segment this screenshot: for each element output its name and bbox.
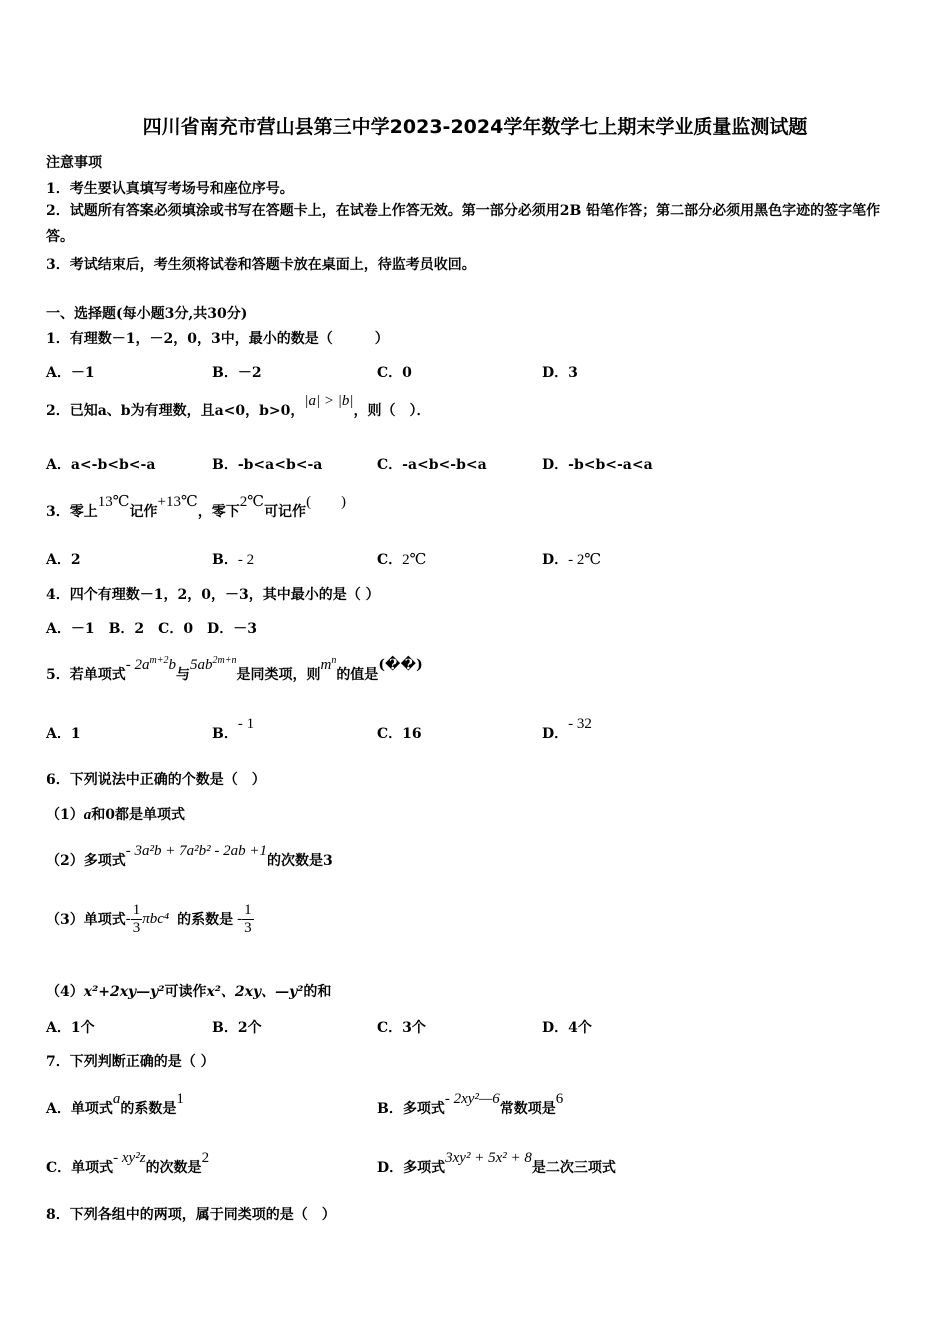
q3-option-d — [542, 549, 601, 569]
section-heading: 一、选择题(每小题3分,共30分) — [46, 306, 248, 322]
q3-option-b-label: B． — [212, 552, 238, 568]
q7-stem: 7．下列判断正确的是（ ） — [46, 1054, 215, 1070]
q7-a-text-1: A．单项式 — [46, 1101, 113, 1117]
q6-s3-text-a: （3）单项式 — [46, 912, 126, 928]
q6-statement-1 — [46, 804, 185, 824]
q5-text-2: 与 — [175, 667, 190, 683]
q2-stem-text-b: ，则（ ）． — [353, 403, 431, 419]
q6-s4-math: x²+2xy—y² — [83, 984, 165, 1000]
q5-stem — [46, 655, 423, 684]
q7-c-text-1: C．单项式 — [46, 1160, 114, 1176]
q3-math-3: 2℃ — [239, 494, 265, 510]
q5-text-3: 是同类项，则 — [236, 667, 321, 683]
q7-option-c — [46, 1150, 210, 1177]
q2-math: |a| > |b| — [304, 393, 354, 409]
q7-b-math-2: 6 — [555, 1091, 564, 1107]
q6-s2-math: - 3a²b + 7a²b² - 2ab +1 — [125, 843, 267, 859]
q7-b-math: - 2xy²—6 — [444, 1091, 500, 1107]
q4-stem: 4．四个有理数－1，2，0，－3，其中最小的是（ ） — [46, 587, 380, 603]
q1-option-b: B．－2 — [212, 365, 262, 381]
q6-s3-numerator-2: 1 — [244, 901, 252, 918]
q6-s3-denominator-2: 3 — [244, 919, 252, 936]
q5-text-1: 5．若单项式 — [46, 667, 126, 683]
q4-options: A．－1 B．2 C．0 D．－3 — [46, 621, 257, 637]
page-title: 四川省南充市营山县第三中学2023-2024学年数学七上期末学业质量监测试题 — [142, 116, 808, 138]
q5-option-b-math: - 1 — [237, 716, 255, 732]
q5-math-3-base: m — [320, 657, 332, 673]
q5-math-1 — [126, 657, 176, 673]
q2-option-a: A．a<-b<b<-a — [46, 457, 156, 473]
q7-d-text-2: 是二次三项式 — [531, 1160, 616, 1176]
q5-option-d-label: D． — [542, 726, 569, 742]
q6-s4-terms: x²、2xy、—y² — [206, 984, 304, 1000]
q3-option-b — [212, 549, 254, 569]
q2-option-b: B．-b<a<b<-a — [212, 457, 323, 473]
q2-stem — [46, 393, 431, 420]
q3-option-c-math: 2℃ — [402, 552, 427, 568]
q7-d-math: 3xy² + 5x² + 8 — [445, 1150, 532, 1166]
q6-s3-math: πbc⁴ — [142, 910, 170, 927]
notice-heading: 注意事项 — [46, 155, 102, 171]
q3-text-1: 3．零上 — [46, 504, 98, 520]
q5-math-3 — [320, 657, 336, 673]
q5-math-2 — [190, 657, 236, 673]
q7-d-text-1: D．多项式 — [377, 1160, 446, 1176]
q5-option-c: C．16 — [377, 726, 422, 742]
q5-math-2-base: 5ab — [189, 657, 213, 673]
q6-s3-neg-2: - — [237, 910, 243, 927]
q8-stem: 8．下列各组中的两项，属于同类项的是（ ） — [46, 1207, 336, 1223]
q3-option-a: A．2 — [46, 552, 81, 568]
q6-s2-text-a: （2）多项式 — [46, 853, 126, 869]
q7-a-math-2: 1 — [176, 1091, 184, 1107]
q6-s1-num: （1） — [46, 807, 84, 823]
q3-text-3: ，零下 — [197, 504, 240, 520]
q6-s4-tail: 的和 — [303, 984, 332, 1000]
q6-s3-numerator: 1 — [132, 901, 141, 918]
q5-math-3-exp: n — [331, 655, 337, 666]
notice-item-2: 2．试题所有答案必须填涂或书写在答题卡上，在试卷上作答无效。第一部分必须用2B 铅笔作答；第二部分必须用黑色字迹的签字笔作答。 — [46, 203, 881, 245]
q3-text-4: 可记作 — [264, 504, 307, 520]
q6-s1-text: 和0都是单项式 — [91, 807, 185, 823]
q5-math-1-base: - 2a — [125, 657, 150, 673]
q2-option-d: D．-b<b<-a<a — [542, 457, 653, 473]
q2-stem-text-a: 2．已知a、b为有理数，且a<0，b>0， — [46, 403, 305, 419]
q6-s4-num: （4） — [46, 984, 84, 1000]
q3-stem — [46, 494, 347, 521]
q3-math-2: +13℃ — [157, 494, 198, 510]
q3-text-2: 记作 — [129, 504, 158, 520]
q3-option-c-label: C． — [377, 552, 403, 568]
q7-option-d — [377, 1150, 616, 1177]
q2-option-c: C．-a<b<-b<a — [377, 457, 487, 473]
q6-option-c: C．3个 — [377, 1020, 426, 1036]
q3-paren: ( ) — [306, 494, 347, 510]
q6-statement-2 — [46, 843, 333, 870]
q7-c-text-2: 的次数是 — [145, 1160, 202, 1176]
q6-s4-text: 可读作 — [164, 984, 207, 1000]
q7-a-math: a — [112, 1091, 121, 1107]
q7-option-b — [377, 1091, 564, 1118]
q6-s3-fraction-2 — [242, 902, 254, 937]
q7-option-a — [46, 1091, 184, 1118]
q6-option-b: B．2个 — [212, 1020, 262, 1036]
q7-b-text-1: B．多项式 — [377, 1101, 445, 1117]
q6-option-a: A．1个 — [46, 1020, 95, 1036]
q5-option-b-label: B． — [212, 726, 238, 742]
q6-s3-fraction — [131, 902, 143, 937]
q6-s3-text-b: 的系数是 — [177, 912, 234, 928]
q6-s3-denominator: 3 — [132, 919, 141, 936]
q5-option-d-math: - 32 — [568, 716, 592, 732]
q6-statement-4 — [46, 981, 331, 1001]
q5-option-a: A．1 — [46, 726, 81, 742]
q3-option-d-label: D． — [542, 552, 569, 568]
q6-statement-3 — [46, 896, 254, 942]
q6-s3-neg: - — [125, 910, 131, 927]
q7-c-math-2: 2 — [201, 1150, 210, 1166]
q1-option-a: A．－1 — [46, 365, 95, 381]
q5-option-b — [212, 716, 255, 743]
notice-item-3: 3．考试结束后，考生须将试卷和答题卡放在桌面上，待监考员收回。 — [46, 257, 476, 273]
q7-b-text-2: 常数项是 — [499, 1101, 556, 1117]
q5-tail: (��) — [378, 657, 423, 673]
q5-math-1-exp: m+2 — [149, 655, 169, 666]
q5-option-d — [542, 716, 592, 743]
notice-item-1: 1．考生要认真填写考场号和座位序号。 — [46, 181, 294, 197]
q3-option-b-math: - 2 — [237, 552, 255, 568]
q7-c-math: - xy²z — [113, 1150, 146, 1166]
q5-math-2-exp: 2m+n — [212, 655, 237, 666]
q5-text-4: 的值是 — [336, 667, 379, 683]
q1-stem: 1．有理数－1，－2，0，3中，最小的数是（ ） — [46, 331, 389, 347]
q1-option-c: C．0 — [377, 365, 412, 381]
q6-s2-text-b: 的次数是3 — [266, 853, 333, 869]
q6-s1-math: a — [83, 807, 92, 823]
q5-math-1-tail: b — [168, 657, 176, 673]
q6-stem: 6．下列说法中正确的个数是（ ） — [46, 772, 266, 788]
q1-option-d: D．3 — [542, 365, 578, 381]
q3-option-c — [377, 549, 426, 569]
q7-a-text-2: 的系数是 — [120, 1101, 177, 1117]
q3-option-d-math: - 2℃ — [568, 552, 602, 568]
q6-option-d: D．4个 — [542, 1020, 592, 1036]
q3-math-1: 13℃ — [97, 494, 130, 510]
